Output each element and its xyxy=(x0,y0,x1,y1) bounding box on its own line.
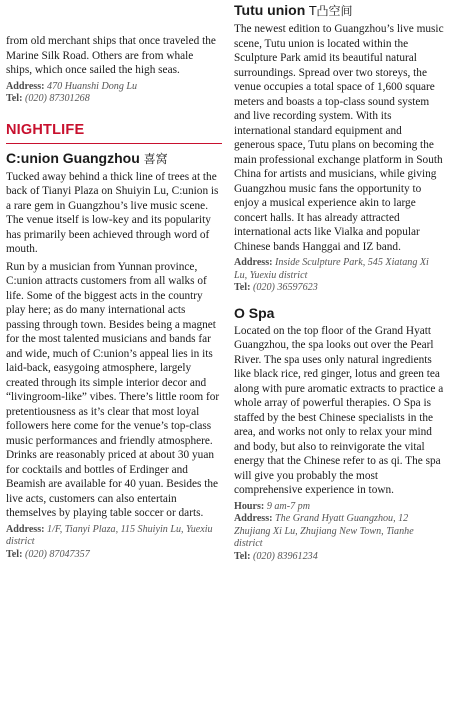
intro-tel xyxy=(6,93,222,106)
tel-value: (020) 36597623 xyxy=(252,282,318,293)
ospa-hours xyxy=(234,501,444,514)
tel-label: Tel: xyxy=(6,93,23,104)
cunion-paragraph-1: Tucked away behind a thick line of trees at the back of Tianyi Plaza on Shuiyin Lu, C:union is a rare gem in Guangzhou’s live music scene. The venue itself is low-key and its popularity has primarily been achieved through word of mouth. xyxy=(6,170,219,255)
venue-name-chinese: 喜窝 xyxy=(143,151,168,166)
address-label: Address: xyxy=(234,513,273,524)
tel-label: Tel: xyxy=(6,548,23,560)
address-value: Inside Sculpture Park, 545 Xiatang Xi Lu, Yuexiu district xyxy=(234,257,429,281)
tutu-tel xyxy=(234,282,444,295)
cunion-address xyxy=(6,524,222,549)
hours-label: Hours: xyxy=(234,500,265,512)
venue-name-chinese: T凸空间 xyxy=(309,4,353,18)
venue-title-cunion xyxy=(6,150,222,168)
venue-title-tutu xyxy=(234,2,444,20)
venue-name: Tutu union xyxy=(234,2,306,18)
tel-value: (020) 87301268 xyxy=(24,93,90,104)
intro-address xyxy=(6,81,222,94)
left-column xyxy=(6,0,222,561)
tel-value: (020) 83961234 xyxy=(252,550,318,562)
cunion-paragraph-2: Run by a musician from Yunnan province, C:union attracts customers from all walks of life. Some of the biggest acts in the country play here; as do many international acts passing through town. Besides being a magnet for the most talented musicians and bands far and wide, much of C:union’s appeal lies in its laid-back, easygoing atmosphere, largely created through its simple interior decor and “livingroom-like” vibes. There’s little room for pretentiousness as it’s clear that most loyal followers here come for the venue’s top-class music performances and friendly atmosphere. Drinks are reasonably priced at about 30 yuan for cocktails and bottles of Erdinger and Beamish are available for 40 yuan. Besides the live acts, customers can also entertain themselves by playing table soccer or darts. xyxy=(6,260,220,519)
address-value: The Grand Hyatt Guangzhou, 12 Zhujiang Xi Lu, Zhujiang New Town, Tianhe district xyxy=(234,513,414,549)
venue-title-ospa: O Spa xyxy=(234,304,275,321)
ospa-tel xyxy=(234,551,444,564)
hours-value: 9 am-7 pm xyxy=(266,500,310,512)
tel-value: (020) 87047357 xyxy=(24,548,90,560)
section-title-nightlife: NIGHTLIFE xyxy=(6,122,222,144)
intro-text: from old merchant ships that once traveled the Marine Silk Road. Others are from whale ships, which once sailed the high seas. xyxy=(6,35,216,76)
address-value: 470 Huanshi Dong Lu xyxy=(47,80,138,92)
cunion-tel xyxy=(6,549,222,562)
tutu-address xyxy=(234,257,444,282)
address-label: Address: xyxy=(6,523,45,535)
ospa-address xyxy=(234,513,444,551)
address-value: 1/F, Tianyi Plaza, 115 Shuiyin Lu, Yuexiu district xyxy=(6,523,213,547)
address-label: Address: xyxy=(234,257,273,268)
right-column xyxy=(234,0,444,563)
tutu-paragraph: The newest edition to Guangzhou’s live music scene, Tutu union is located within the Sculpture Park amid its beautiful natural surroundings. Spread over two storeys, the venue occupies a total space of 1,600 square meters and boasts a top-class sound system and live recording system. With its international standard equipment and generous space, Tutu plans on becoming the main professional exchange platform in South China for artists and musicians, while giving Guangzhou music fans the opportunity to enjoy a musical experience akin to large concert halls. It has already attracted international acts like Vialka and popular Chinese bands Hanggai and IZ band. xyxy=(234,23,444,253)
tel-label: Tel: xyxy=(234,282,251,293)
tel-label: Tel: xyxy=(234,550,251,562)
venue-name: C:union Guangzhou xyxy=(6,149,140,166)
address-label: Address: xyxy=(6,80,45,92)
ospa-paragraph: Located on the top floor of the Grand Hyatt Guangzhou, the spa looks out over the Pearl River. The spa uses only natural ingredients like black rice, red ginger, lotus and green tea along with pure aromatic extracts to practice a whole array of powerful therapies. O Spa is staffed by the best Chinese specialists in the area, and works not only to relax your mind and body, but also to reinvigorate the vital energy that the Chinese refer to as qi. The spa will give you probably the most comprehensive experience in town. xyxy=(234,324,444,496)
